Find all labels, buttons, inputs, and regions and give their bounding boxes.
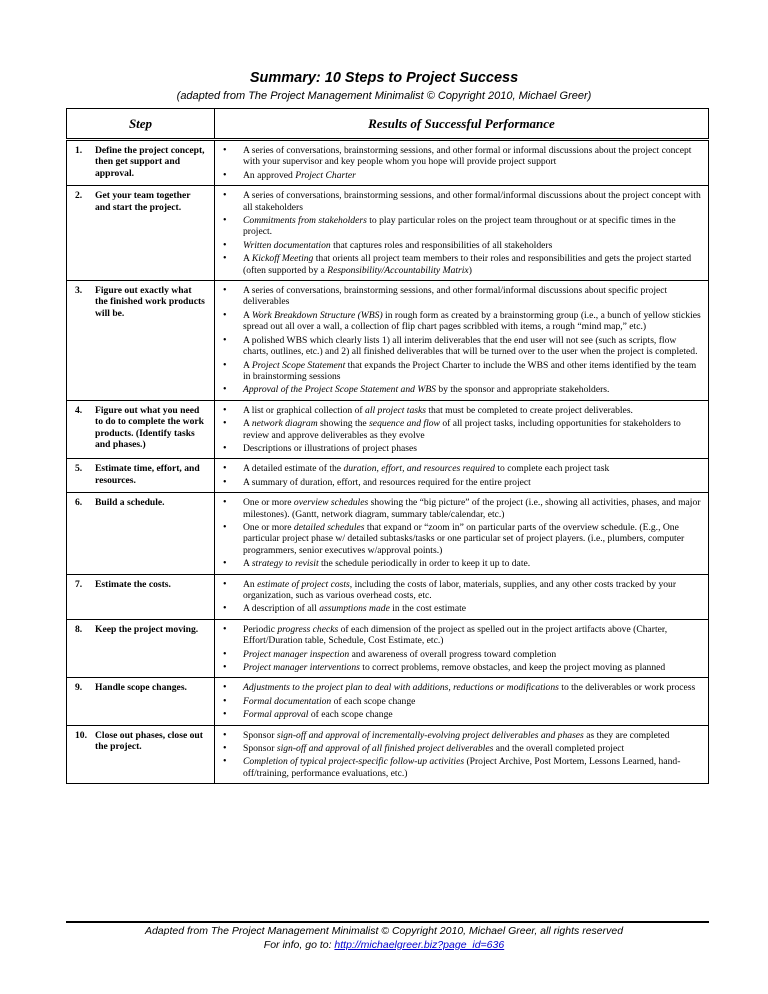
result-emphasis: Responsibility/Accountability Matrix — [327, 264, 469, 276]
step-number: 2. — [75, 190, 83, 202]
result-item — [219, 253, 702, 276]
result-text: An — [243, 578, 258, 590]
result-text: A summary of duration, effort, and resources required for the entire project — [243, 476, 531, 488]
step-text: Keep the project moving. — [95, 623, 199, 635]
result-item — [219, 682, 702, 693]
result-item — [219, 756, 702, 779]
result-item — [219, 522, 702, 556]
result-item — [219, 743, 702, 754]
result-item — [219, 649, 702, 660]
results-cell — [215, 574, 709, 619]
results-list — [219, 730, 702, 780]
result-item — [219, 240, 702, 251]
table-row — [67, 619, 709, 678]
table-row — [67, 140, 709, 186]
result-item — [219, 310, 702, 333]
results-list — [219, 405, 702, 455]
header-results: Results of Successful Performance — [215, 109, 709, 140]
step-cell — [67, 186, 215, 281]
step-number: 1. — [75, 145, 83, 156]
result-item — [219, 360, 702, 383]
step-number: 3. — [75, 285, 83, 297]
results-list — [219, 682, 702, 720]
result-emphasis: assumptions made — [319, 603, 390, 615]
step-cell — [67, 574, 215, 619]
result-item — [219, 477, 702, 488]
step-text: Estimate the costs. — [95, 578, 171, 590]
result-emphasis: Written documentation — [243, 239, 331, 251]
results-list — [219, 463, 702, 488]
footer-link[interactable]: http://michaelgreer.biz?page_id=636 — [334, 939, 505, 951]
result-text: showing the “big picture” of the project (i.e., showing all activities, phases, and major milestones). (Gantt, network diagram, summary table/calendar, etc.) — [243, 497, 701, 520]
step-text: Estimate time, effort, and resources. — [95, 463, 200, 486]
result-item — [219, 405, 702, 416]
result-text: that expands the Project Charter to include the WBS and other items identified by the team in brainstorming sessions — [243, 359, 697, 382]
footer-divider — [66, 921, 709, 923]
result-item — [219, 603, 702, 614]
result-emphasis: network diagram — [251, 418, 318, 430]
result-emphasis: Project manager interventions — [243, 662, 360, 674]
step-cell — [67, 493, 215, 574]
result-text: An approved — [243, 169, 296, 181]
result-text: that captures roles and responsibilities of all stakeholders — [330, 239, 553, 251]
result-item — [219, 624, 702, 647]
result-text: A description of all — [243, 603, 320, 615]
result-emphasis: Adjustments to the project plan to deal with additions, reductions or modifications — [243, 682, 559, 694]
step-cell — [67, 140, 215, 186]
result-emphasis: Kickoff Meeting — [251, 253, 314, 265]
result-emphasis: Project Scope Statement — [251, 359, 346, 371]
result-emphasis: duration, effort, and resources required — [343, 463, 495, 475]
result-item — [219, 418, 702, 441]
result-text: Sponsor — [243, 729, 277, 741]
result-item — [219, 463, 702, 474]
result-emphasis: Formal documentation — [243, 695, 332, 707]
result-item — [219, 285, 702, 308]
step-number: 6. — [75, 497, 83, 509]
table-row — [67, 725, 709, 784]
result-text: that must be completed to create project deliverables. — [425, 404, 633, 416]
result-text: that expand or “zoom in” on particular parts of the overview schedule. (E.g., One particular project phase w/ detailed subtasks/tasks or one particular set of project players. (i.e., plumbers, computer programmers, senior executives w/approval points.) — [243, 521, 685, 556]
result-text: and awareness of overall progress toward completion — [349, 648, 557, 660]
results-cell — [215, 400, 709, 459]
table-row — [67, 186, 709, 281]
table-row — [67, 493, 709, 574]
step-text: Get your team together and start the project. — [95, 190, 191, 213]
footer-info — [0, 939, 768, 951]
step-cell — [67, 619, 215, 678]
result-text: to complete each project task — [494, 463, 610, 475]
result-item — [219, 170, 702, 181]
result-emphasis: Work Breakdown Structure (WBS) — [251, 309, 383, 321]
result-item — [219, 335, 702, 358]
document-subtitle: (adapted from The Project Management Minimalist © Copyright 2010, Michael Greer) — [176, 90, 592, 102]
results-cell — [215, 678, 709, 725]
results-list — [219, 497, 702, 569]
results-cell — [215, 186, 709, 281]
step-number: 5. — [75, 463, 83, 475]
result-item — [219, 443, 702, 454]
result-text: A — [243, 359, 252, 371]
result-emphasis: Project manager inspection — [243, 648, 350, 660]
result-text: A — [243, 253, 252, 265]
result-emphasis: all project tasks — [365, 404, 426, 416]
result-text: of each scope change — [308, 709, 393, 721]
result-text: A series of conversations, brainstorming sessions, and other formal or informal discussions about the project concept with your supervisor and key people whom you hope will provide project support — [243, 145, 692, 168]
result-text: by the sponsor and appropriate stakeholders. — [435, 384, 610, 396]
result-text: the schedule periodically in order to keep it up to date. — [318, 558, 531, 570]
result-emphasis: progress checks — [277, 623, 339, 635]
step-number: 7. — [75, 578, 83, 590]
result-item — [219, 384, 702, 395]
table-header-row — [67, 109, 709, 140]
step-text: Close out phases, close out the project. — [95, 729, 203, 753]
result-item — [219, 662, 702, 673]
result-text: A polished WBS which clearly lists 1) all interim deliverables that the end user will not see (such as scripts, flow charts, outlines, etc.) and 2) all finished deliverables that will be turned over to the user when the project is completed. — [243, 334, 698, 358]
step-text: Handle scope changes. — [95, 682, 187, 694]
result-item — [219, 579, 702, 602]
step-number: 10. — [75, 729, 87, 741]
result-emphasis: overview schedules — [293, 497, 369, 509]
result-item — [219, 696, 702, 707]
step-text: Figure out what you need to do to complete the work products. (Identify tasks and phases.) — [95, 404, 204, 450]
result-emphasis: Formal approval — [243, 709, 309, 721]
footer-info-label: For info, go to: — [263, 939, 335, 951]
result-text: of all project tasks, including opportunities for stakeholders to review and approve deliverables as they evolve — [243, 418, 681, 441]
table-row — [67, 678, 709, 725]
result-text: (Project Archive, Post Mortem, Lessons Learned, hand-off/training, performance evaluations, etc.) — [243, 756, 681, 779]
result-text: that orients all project team members to their roles and responsibilities and gets the project started (often supported by a — [243, 253, 692, 276]
document-title: Summary: 10 Steps to Project Success — [249, 70, 519, 86]
table-row — [67, 459, 709, 493]
result-text: to the deliverables or work process — [558, 682, 696, 694]
result-text: A — [243, 418, 252, 430]
result-emphasis: estimate of project costs — [257, 578, 350, 590]
results-list — [219, 624, 702, 674]
table-row — [67, 400, 709, 459]
results-list — [219, 579, 702, 615]
step-text: Define the project concept, then get support and approval. — [95, 145, 205, 179]
result-text: as they are completed — [583, 729, 670, 741]
result-text: A list or graphical collection of — [243, 404, 366, 416]
result-emphasis: Project Charter — [295, 169, 356, 181]
result-emphasis: detailed schedules — [293, 521, 365, 533]
result-item — [219, 558, 702, 569]
step-cell — [67, 281, 215, 401]
result-text: of each dimension of the project as spelled out in the project artifacts above (Charter, Effort/Duration table, Schedule, Cost Estimate, etc.) — [243, 623, 668, 647]
result-emphasis: Completion of typical project-specific follow-up activities — [243, 756, 465, 768]
result-text: of each scope change — [331, 695, 416, 707]
table-row — [67, 281, 709, 401]
result-text: One or more — [243, 497, 294, 509]
step-cell — [67, 678, 215, 725]
result-text: A series of conversations, brainstorming sessions, and other formal/informal discussions about specific project deliverables — [243, 285, 668, 308]
results-cell — [215, 140, 709, 186]
result-item — [219, 190, 702, 213]
step-cell — [67, 400, 215, 459]
result-text: in the cost estimate — [389, 603, 467, 615]
results-cell — [215, 725, 709, 784]
result-text: Descriptions or illustrations of project phases — [243, 442, 417, 454]
result-item — [219, 145, 702, 168]
results-list — [219, 190, 702, 276]
step-cell — [67, 725, 215, 784]
result-item — [219, 215, 702, 238]
step-text: Build a schedule. — [95, 497, 165, 509]
results-cell — [215, 281, 709, 401]
table-row — [67, 574, 709, 619]
result-text: and the overall completed project — [493, 743, 625, 755]
results-cell — [215, 619, 709, 678]
result-emphasis: Commitments from stakeholders — [243, 215, 367, 227]
footer-copyright: Adapted from The Project Management Minimalist © Copyright 2010, Michael Greer, all rights reserved — [144, 925, 624, 937]
header-step: Step — [67, 109, 215, 140]
result-text: Sponsor — [243, 743, 277, 755]
result-text: A — [243, 309, 252, 321]
result-text: in rough form as created by a brainstorming group (i.e., a bunch of yellow stickies spread out all over a wall, a collection of flip chart pages scribbled with items, a rough “mind map,” etc.) — [243, 309, 701, 333]
steps-table — [66, 108, 709, 784]
result-text: Periodic — [243, 623, 278, 635]
result-text: A — [243, 558, 252, 570]
result-emphasis: Approval of the Project Scope Statement and WBS — [243, 384, 436, 396]
result-text: to play particular roles on the project team throughout or at specific times in the project. — [243, 215, 676, 238]
result-item — [219, 730, 702, 741]
step-text: Figure out exactly what the finished work products will be. — [95, 285, 205, 319]
step-number: 8. — [75, 623, 83, 635]
result-text: A series of conversations, brainstorming sessions, and other formal/informal discussions about the project concept with all stakeholders — [243, 190, 701, 213]
result-text: to correct problems, remove obstacles, and keep the project moving as planned — [359, 662, 666, 674]
result-emphasis: sign-off and approval of all finished project deliverables — [276, 743, 494, 755]
results-list — [219, 145, 702, 181]
result-emphasis: sequence and flow — [369, 418, 440, 430]
results-list — [219, 285, 702, 396]
step-number: 4. — [75, 404, 83, 416]
results-cell — [215, 459, 709, 493]
result-text: showing the — [317, 418, 370, 430]
step-cell — [67, 459, 215, 493]
result-emphasis: strategy to revisit — [251, 558, 319, 570]
result-item — [219, 497, 702, 520]
result-text: , including the costs of labor, materials, supplies, and any other costs tracked by your organization, such as various overhead costs, etc. — [243, 578, 677, 601]
result-item — [219, 709, 702, 720]
step-number: 9. — [75, 682, 83, 694]
result-text: ) — [468, 264, 472, 276]
table-body — [67, 140, 709, 784]
result-text: A detailed estimate of the — [243, 463, 344, 475]
results-cell — [215, 493, 709, 574]
result-text: One or more — [243, 521, 294, 533]
result-emphasis: sign-off and approval of incrementally-evolving project deliverables and phases — [276, 729, 584, 741]
